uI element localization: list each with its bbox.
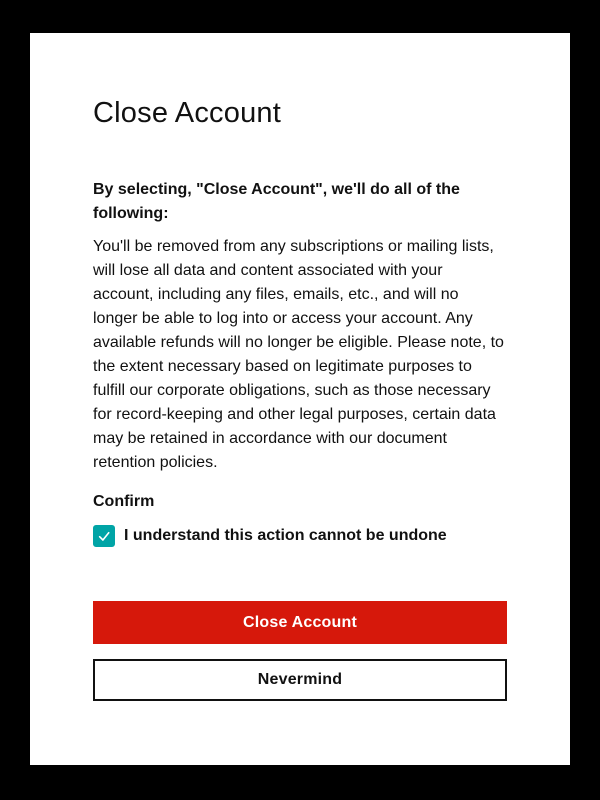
dialog-intro-text: By selecting, "Close Account", we'll do all of the following: bbox=[93, 181, 460, 222]
dialog-body-text: You'll be removed from any subscriptions or mailing lists, will lose all data and content associated with your account, including any files, emails, etc., and will no longer be able to log into or access your account. Any available refunds will no longer be eligible. Please note, to the extent necessary based on legitimate purposes to fulfill our corporate obligations, such as those necessary for record-keeping and other legal purposes, certain data may be retained in accordance with our document retention policies. bbox=[93, 238, 504, 471]
nevermind-button[interactable]: Nevermind bbox=[93, 659, 507, 701]
confirm-checkbox-row[interactable] bbox=[93, 524, 507, 548]
dialog-title: Close Account bbox=[93, 97, 281, 129]
close-account-dialog bbox=[30, 33, 570, 765]
checkmark-icon bbox=[96, 528, 112, 544]
close-account-button[interactable]: Close Account bbox=[93, 601, 507, 644]
confirm-checkbox[interactable] bbox=[93, 525, 115, 547]
confirm-checkbox-label[interactable]: I understand this action cannot be undone bbox=[124, 527, 447, 544]
confirm-heading: Confirm bbox=[93, 493, 155, 510]
